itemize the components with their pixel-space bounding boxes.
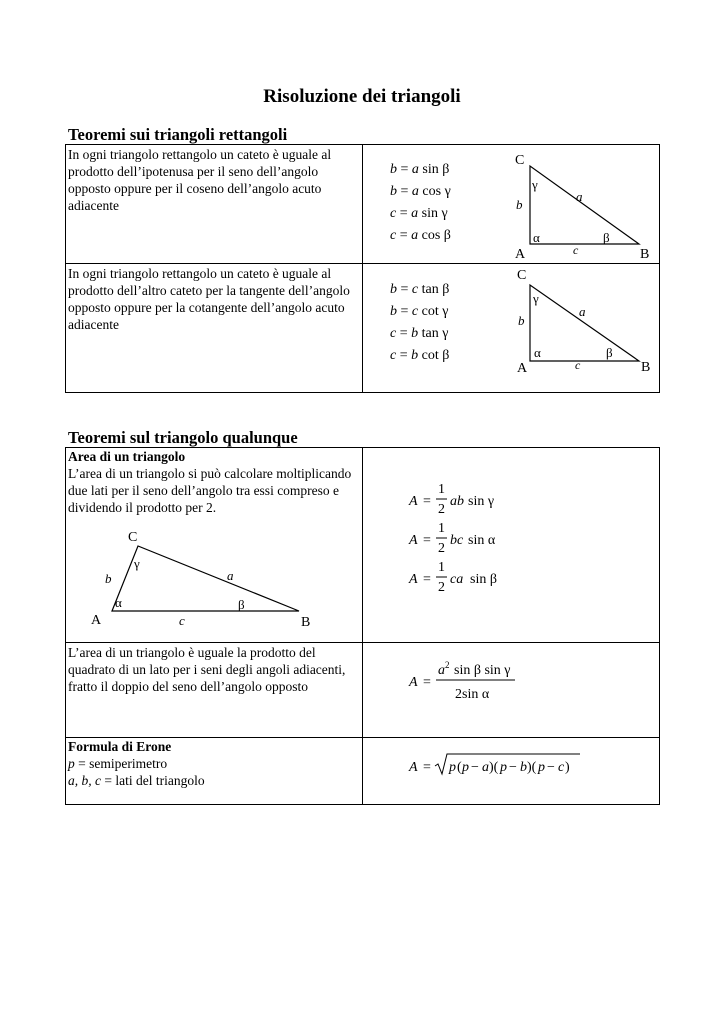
svg-text:A: A [409,533,418,548]
svg-text:−: − [471,760,479,775]
theorem-text-sin-cos: In ogni triangolo rettangolo un cateto è uguale al prodotto dell’ipotenusa per il seno dell’angolo opposto oppure per il coseno dell’angolo acuto adiacente [68,147,332,213]
angle-label-alpha: α [115,595,122,610]
side-label-c: c [575,358,581,372]
theorem-text-tan-cot: In ogni triangolo rettangolo un cateto è uguale al prodotto dell’altro cateto per la tangente dell’angolo opposto oppure per la cotangente dell’angolo acuto adiacente [68,266,350,332]
svg-text:)(: )( [489,760,499,775]
svg-text:−: − [509,760,517,775]
side-label-b: b [518,313,525,328]
formula-c-b-cot-beta: c = b cot β [390,348,450,363]
svg-text:sin β sin γ: sin β sin γ [454,663,511,678]
angle-label-beta: β [606,345,613,360]
formula-area-bc-sin-alpha [408,521,496,556]
svg-text:2sin α: 2sin α [455,687,490,702]
svg-text:sin α: sin α [468,533,496,548]
side-label-c: c [179,613,185,628]
svg-text:sin γ: sin γ [468,494,495,509]
svg-text:bc: bc [450,533,464,548]
svg-text:p: p [449,760,456,775]
svg-text:c: c [558,760,565,775]
heron-heading: Formula di Erone [68,739,172,754]
vertex-label-c: C [517,268,527,283]
formula-b-c-cot-gamma: b = c cot γ [390,304,449,319]
svg-text:2: 2 [438,580,445,595]
svg-text:ab: ab [450,494,464,509]
svg-text:a: a [438,663,445,678]
formula-b-c-tan-beta: b = c tan β [390,282,450,297]
svg-text:p: p [538,760,545,775]
right-triangle-figure [505,150,655,262]
angle-label-alpha: α [534,345,541,360]
vertex-label-a: A [515,247,526,262]
vertex-label-c: C [515,153,525,168]
svg-text:1: 1 [438,560,445,575]
side-label-a: a [579,304,586,319]
svg-text:A: A [409,494,418,509]
table-divider [362,144,363,393]
svg-text:=: = [423,760,431,775]
svg-text:p: p [462,760,469,775]
heron-abc-definition: = lati del triangolo [101,773,205,788]
svg-text:2: 2 [445,660,450,670]
heron-var-p: p [68,756,75,771]
svg-text:2: 2 [438,502,445,517]
formula-heron [405,752,585,782]
section-heading-right-triangles: Teoremi sui triangoli rettangoli [68,125,288,144]
svg-text:p: p [500,760,507,775]
heron-cell-text [68,738,358,789]
formula-c-a-cos-beta: c = a cos β [390,228,451,243]
vertex-label-b: B [640,247,650,262]
svg-text:): ) [565,760,570,775]
formula-area-sines [405,658,545,706]
area-description: L’area di un triangolo si può calcolare moltiplicando due lati per il seno dell’angolo tra essi compreso e dividendo il prodotto per 2. [68,466,352,515]
table-divider [362,447,363,805]
formula-c-a-sin-gamma: c = a sin γ [390,206,448,221]
section-heading-any-triangle: Teoremi sul triangolo qualunque [68,428,298,447]
svg-text:1: 1 [438,521,445,536]
svg-text:1: 1 [438,482,445,497]
angle-label-gamma: γ [533,291,539,306]
angle-label-alpha: α [533,230,540,245]
right-triangle-figure [505,265,655,377]
angle-label-gamma: γ [532,177,538,192]
svg-text:A: A [409,760,418,775]
area-formulas [405,478,565,598]
table-divider [65,642,660,643]
side-label-a: a [576,189,583,204]
side-label-a: a [227,568,234,583]
svg-text:−: − [547,760,555,775]
vertex-label-b: B [301,615,311,630]
svg-text:A: A [409,675,418,690]
svg-text:sin β: sin β [470,572,497,587]
svg-text:=: = [423,533,431,548]
svg-text:A: A [409,572,418,587]
heron-p-definition: = semiperimetro [74,756,168,771]
vertex-label-b: B [641,360,651,375]
formula-b-a-cos-gamma: b = a cos γ [390,184,451,199]
side-label-b: b [516,197,523,212]
formula-area-ab-sin-gamma [408,482,494,517]
area-heading: Area di un triangolo [68,449,186,464]
vertex-label-a: A [517,361,528,376]
formula-area-ca-sin-beta [408,560,497,595]
side-label-c: c [573,243,579,257]
heron-vars-abc: a, b, c [68,773,101,788]
scalene-triangle-figure [88,524,328,632]
svg-text:b: b [520,760,527,775]
vertex-label-c: C [128,530,138,545]
svg-text:a: a [482,760,489,775]
svg-text:=: = [423,494,431,509]
svg-text:=: = [423,572,431,587]
table-divider [65,263,660,264]
vertex-label-a: A [91,613,102,628]
svg-text:2: 2 [438,541,445,556]
angle-label-beta: β [238,597,245,612]
page-title: Risoluzione dei triangoli [263,86,461,107]
svg-text:ca: ca [450,572,464,587]
formula-b-a-sin-beta: b = a sin β [390,162,450,177]
area-sines-description: L’area di un triangolo è uguale la prodotto del quadrato di un lato per i seni degli angoli adiacenti, fratto il doppio del seno dell’angolo opposto [68,645,346,694]
svg-text:(: ( [457,760,462,775]
angle-label-beta: β [603,230,610,245]
svg-text:)(: )( [527,760,537,775]
formula-c-b-tan-gamma: c = b tan γ [390,326,449,341]
side-label-b: b [105,571,112,586]
area-cell-text [68,448,358,516]
angle-label-gamma: γ [134,556,140,571]
svg-text:=: = [423,675,431,690]
